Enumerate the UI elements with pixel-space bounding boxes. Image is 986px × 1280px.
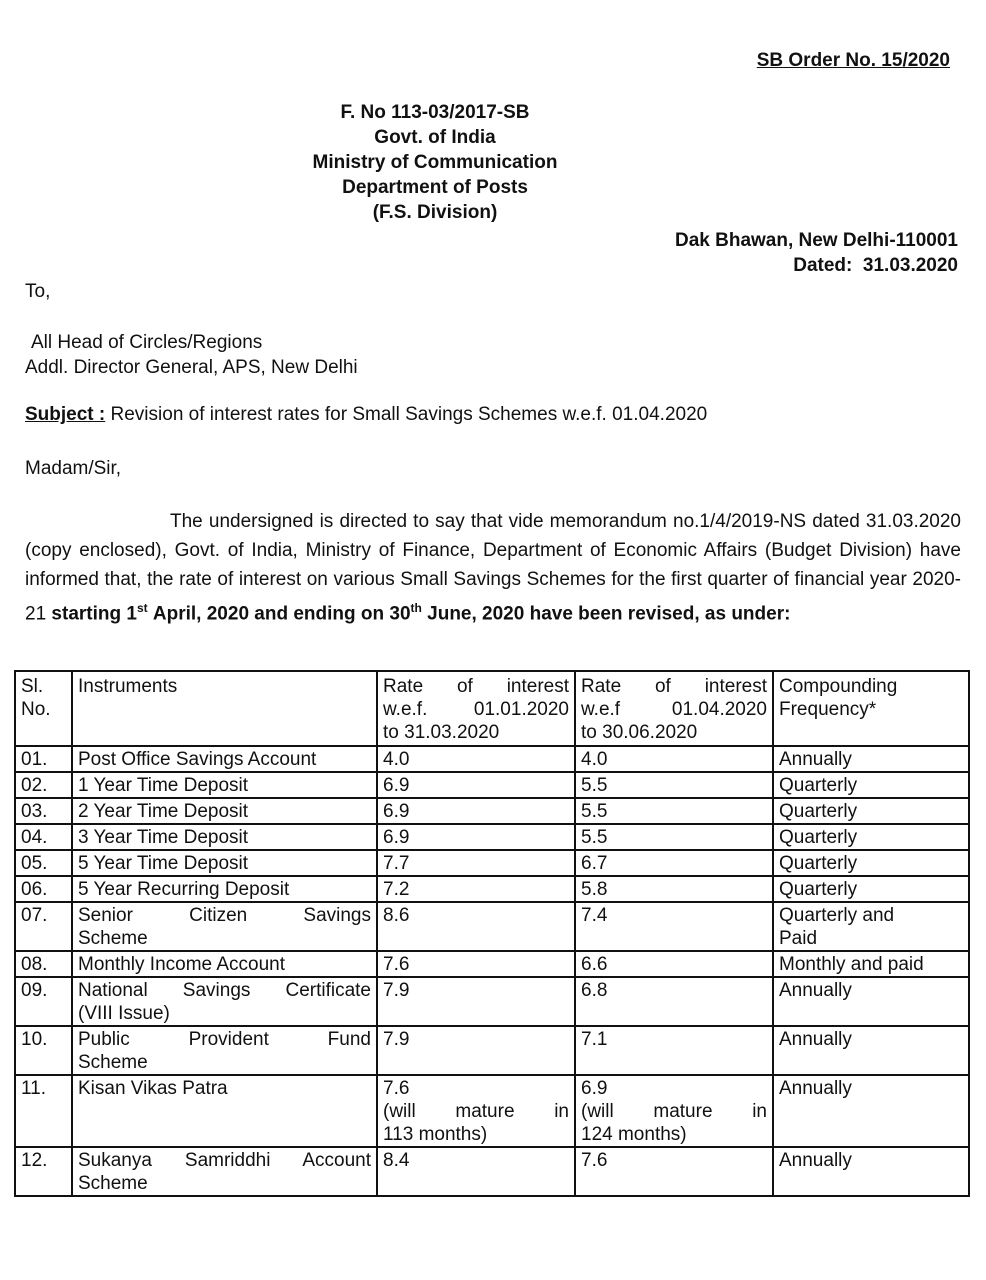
body-bold-3: June, 2020 have been revised, as under:	[427, 603, 791, 625]
row-frequency-line: Annually	[779, 1029, 852, 1050]
row-frequency-line: Quarterly	[779, 879, 858, 900]
header-rate-new-line-3: to 30.06.2020	[581, 722, 698, 743]
row-rate-new-line: 4.0	[581, 749, 608, 770]
row-rate-old-line: 7.9	[383, 980, 410, 1001]
row-instrument-line: (VIII Issue)	[78, 1003, 170, 1024]
row-rate-new-line: (will mature in	[581, 1101, 767, 1122]
row-rate-new-line: 6.8	[581, 980, 608, 1001]
recipient-2: Addl. Director General, APS, New Delhi	[25, 357, 358, 378]
row-rate-new	[575, 772, 773, 798]
header-frequency-line-2: Frequency*	[779, 699, 877, 720]
row-instrument-line: 2 Year Time Deposit	[78, 801, 249, 822]
table-row	[15, 902, 969, 951]
row-rate-old-line: 6.9	[383, 801, 410, 822]
row-rate-new-line: 7.4	[581, 905, 608, 926]
row-instrument-line: Senior Citizen Savings	[78, 905, 371, 926]
row-frequency-line: Quarterly	[779, 827, 858, 848]
row-rate-new	[575, 1026, 773, 1075]
row-instrument	[72, 902, 377, 951]
subject-line	[25, 404, 707, 426]
row-sl: 03.	[15, 798, 72, 824]
body-text: The undersigned is directed to say that vide memorandum no.1/4/2019-NS dated 31.03.2020 (copy enclosed), Govt. of India, Ministry of Finance, Department of Economic Affairs (Budget Division) have informed that, the rate of interest on various Small Savings Schemes for the first quarter of financial year 2020-21	[25, 511, 961, 625]
table-row	[15, 951, 969, 977]
row-rate-old-line: 7.6	[383, 1078, 410, 1099]
row-rate-old	[377, 1075, 575, 1147]
row-frequency-line: Annually	[779, 749, 852, 770]
header-sl	[15, 671, 72, 746]
row-frequency-line: Annually	[779, 980, 852, 1001]
row-instrument-line: Post Office Savings Account	[78, 749, 317, 770]
row-sl: 08.	[15, 951, 72, 977]
row-rate-old-line: 4.0	[383, 749, 410, 770]
row-instrument-line: 1 Year Time Deposit	[78, 775, 249, 796]
row-rate-old-line: 6.9	[383, 775, 410, 796]
table-body	[15, 746, 969, 1196]
row-frequency	[773, 1075, 969, 1147]
ministry-name: Ministry of Communication	[312, 152, 558, 173]
row-frequency-line: Quarterly	[779, 801, 858, 822]
row-frequency	[773, 1026, 969, 1075]
row-rate-old	[377, 850, 575, 876]
row-rate-old	[377, 902, 575, 951]
row-rate-old-line: 8.6	[383, 905, 410, 926]
row-rate-new	[575, 850, 773, 876]
row-instrument	[72, 824, 377, 850]
row-rate-new	[575, 798, 773, 824]
row-instrument-line: Sukanya Samriddhi Account	[78, 1150, 371, 1171]
row-frequency	[773, 746, 969, 772]
body-sup-2: th	[410, 601, 422, 615]
salutation: Madam/Sir,	[25, 458, 122, 479]
row-instrument	[72, 850, 377, 876]
header-rate-new	[575, 671, 773, 746]
table-row	[15, 798, 969, 824]
row-rate-old-line: 6.9	[383, 827, 410, 848]
row-rate-old-line: 7.6	[383, 954, 410, 975]
letter-header	[240, 100, 630, 225]
row-rate-new-line: 6.7	[581, 853, 608, 874]
row-frequency-line: Monthly and paid	[779, 954, 924, 975]
header-rate-old-line-3: to 31.03.2020	[383, 722, 500, 743]
row-rate-new	[575, 1075, 773, 1147]
header-rate-old	[377, 671, 575, 746]
subject-label: Subject :	[25, 404, 106, 425]
header-sl-line-2: No.	[21, 699, 51, 720]
row-rate-new-line: 5.5	[581, 801, 608, 822]
row-rate-new-line: 5.5	[581, 827, 608, 848]
dated-value: 31.03.2020	[862, 255, 958, 276]
row-rate-new	[575, 951, 773, 977]
row-rate-new-line: 6.9	[581, 1078, 608, 1099]
row-sl: 10.	[15, 1026, 72, 1075]
table-row	[15, 824, 969, 850]
row-frequency-line: Quarterly	[779, 775, 858, 796]
row-sl: 07.	[15, 902, 72, 951]
row-rate-old	[377, 1026, 575, 1075]
row-sl: 05.	[15, 850, 72, 876]
row-sl: 02.	[15, 772, 72, 798]
department-name: Department of Posts	[342, 177, 528, 198]
row-instrument-line: 5 Year Time Deposit	[78, 853, 249, 874]
govt-name: Govt. of India	[374, 127, 496, 148]
header-rate-new-line-2: w.e.f 01.04.2020	[581, 699, 767, 720]
row-instrument	[72, 1075, 377, 1147]
place: Dak Bhawan, New Delhi-110001	[674, 230, 958, 251]
row-instrument-line: 5 Year Recurring Deposit	[78, 879, 290, 900]
row-rate-old	[377, 1147, 575, 1196]
table-header-row	[15, 671, 969, 746]
table-row	[15, 876, 969, 902]
row-frequency	[773, 824, 969, 850]
row-rate-new-line: 5.5	[581, 775, 608, 796]
row-instrument	[72, 798, 377, 824]
row-frequency-line: Quarterly and	[779, 905, 895, 926]
row-frequency-line: Annually	[779, 1150, 852, 1171]
row-instrument-line: Scheme	[78, 1052, 148, 1073]
row-instrument-line: Kisan Vikas Patra	[78, 1078, 228, 1099]
row-rate-new-line: 124 months)	[581, 1124, 687, 1145]
row-instrument	[72, 772, 377, 798]
body-paragraph	[25, 507, 961, 628]
recipient-1: All Head of Circles/Regions	[31, 332, 263, 353]
to-label: To,	[25, 281, 51, 302]
row-rate-old-line: 7.2	[383, 879, 410, 900]
division-name: (F.S. Division)	[372, 202, 498, 223]
row-frequency	[773, 798, 969, 824]
row-instrument	[72, 876, 377, 902]
row-frequency-line: Quarterly	[779, 853, 858, 874]
row-instrument	[72, 1026, 377, 1075]
row-rate-old-line: 7.9	[383, 1029, 410, 1050]
row-rate-new-line: 7.1	[581, 1029, 608, 1050]
dated-line	[675, 253, 958, 278]
row-frequency	[773, 977, 969, 1026]
row-rate-new	[575, 876, 773, 902]
row-frequency-line: Paid	[779, 928, 818, 949]
row-instrument-line: National Savings Certificate	[78, 980, 371, 1001]
body-sup-1: st	[136, 601, 148, 615]
row-sl: 12.	[15, 1147, 72, 1196]
order-number: SB Order No. 15/2020	[756, 50, 950, 71]
header-rate-new-line-1: Rate of interest	[581, 676, 767, 697]
row-instrument-line: Scheme	[78, 928, 148, 949]
row-rate-new	[575, 746, 773, 772]
row-frequency-line: Annually	[779, 1078, 852, 1099]
interest-rates-table	[14, 670, 970, 1197]
table-row	[15, 1147, 969, 1196]
row-frequency	[773, 951, 969, 977]
row-frequency	[773, 850, 969, 876]
body-bold-1: starting 1	[51, 603, 137, 625]
row-rate-old	[377, 798, 575, 824]
row-rate-old	[377, 824, 575, 850]
row-instrument	[72, 951, 377, 977]
row-rate-old	[377, 876, 575, 902]
header-rate-old-line-2: w.e.f. 01.01.2020	[383, 699, 569, 720]
row-rate-old-line: (will mature in	[383, 1101, 569, 1122]
row-instrument	[72, 746, 377, 772]
row-rate-old	[377, 772, 575, 798]
table-row	[15, 850, 969, 876]
row-rate-new	[575, 824, 773, 850]
row-rate-new	[575, 977, 773, 1026]
header-instruments: Instruments	[72, 671, 377, 746]
row-sl: 01.	[15, 746, 72, 772]
row-instrument	[72, 977, 377, 1026]
row-rate-old-line: 8.4	[383, 1150, 410, 1171]
row-frequency	[773, 876, 969, 902]
row-sl: 04.	[15, 824, 72, 850]
body-bold-2: April, 2020 and ending on 30	[152, 603, 411, 625]
header-rate-old-line-1: Rate of interest	[383, 676, 569, 697]
row-frequency	[773, 1147, 969, 1196]
row-sl: 06.	[15, 876, 72, 902]
row-frequency	[773, 772, 969, 798]
row-instrument-line: 3 Year Time Deposit	[78, 827, 249, 848]
row-instrument-line: Monthly Income Account	[78, 954, 285, 975]
row-instrument-line: Public Provident Fund	[78, 1029, 371, 1050]
file-number: F. No 113-03/2017-SB	[340, 102, 530, 123]
row-rate-old	[377, 746, 575, 772]
row-rate-new-line: 7.6	[581, 1150, 608, 1171]
table-row	[15, 772, 969, 798]
row-sl: 11.	[15, 1075, 72, 1147]
subject-text: Revision of interest rates for Small Savings Schemes w.e.f. 01.04.2020	[110, 404, 708, 425]
row-rate-new-line: 5.8	[581, 879, 608, 900]
row-rate-old-line: 7.7	[383, 853, 410, 874]
recipients	[25, 330, 358, 380]
header-sl-line-1: Sl.	[21, 676, 44, 697]
place-date-block	[675, 228, 958, 278]
row-instrument	[72, 1147, 377, 1196]
header-frequency	[773, 671, 969, 746]
row-rate-old-line: 113 months)	[383, 1124, 488, 1145]
row-rate-new-line: 6.6	[581, 954, 608, 975]
row-rate-new	[575, 1147, 773, 1196]
row-rate-old	[377, 977, 575, 1026]
dated-label: Dated:	[793, 255, 853, 276]
row-frequency	[773, 902, 969, 951]
table-row	[15, 746, 969, 772]
header-frequency-line-1: Compounding	[779, 676, 898, 697]
table-row	[15, 1026, 969, 1075]
row-rate-old	[377, 951, 575, 977]
row-instrument-line: Scheme	[78, 1173, 148, 1194]
table-row	[15, 1075, 969, 1147]
table-row	[15, 977, 969, 1026]
row-rate-new	[575, 902, 773, 951]
row-sl: 09.	[15, 977, 72, 1026]
